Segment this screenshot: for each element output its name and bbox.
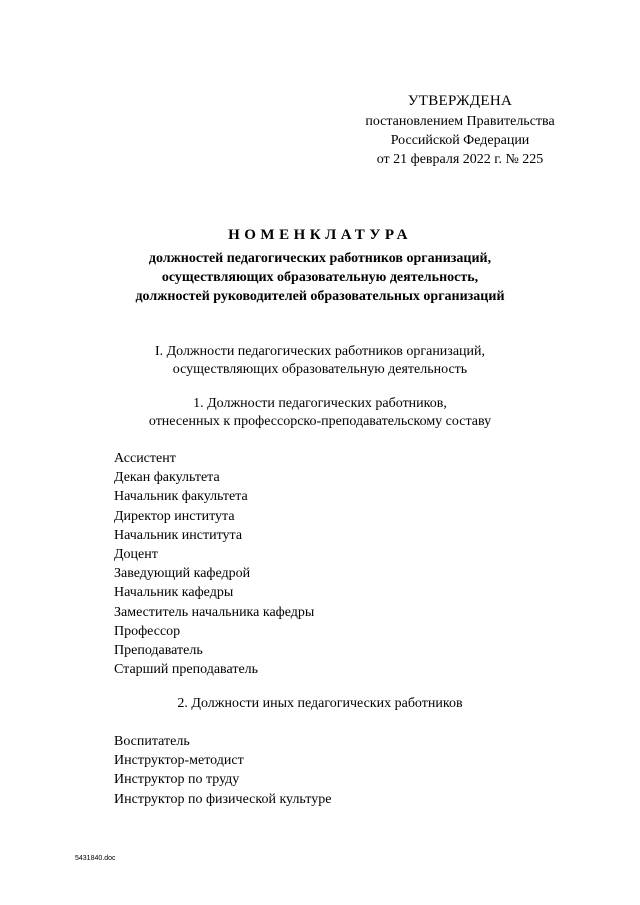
subtitle-line: должностей педагогических работников организаций,	[148, 251, 492, 266]
list-item: Доцент	[114, 546, 158, 562]
list-item: Заведующий кафедрой	[114, 566, 251, 582]
list-item: Инструктор по физической культуре	[114, 791, 332, 807]
subsection-heading-line: 1. Должности педагогических работников,	[193, 396, 447, 411]
file-name-footer: 5431840.doc	[75, 855, 116, 862]
approval-heading: УТВЕРЖДЕНА	[407, 93, 513, 109]
list-item: Старший преподаватель	[114, 662, 259, 678]
subtitle-line: должностей руководителей образовательных организаций	[135, 289, 505, 304]
list-item: Воспитатель	[114, 734, 190, 749]
list-item: Инструктор по труду	[114, 772, 240, 788]
document-title: НОМЕНКЛАТУРА	[228, 227, 412, 243]
subsection-2-heading: 2. Должности иных педагогических работников	[177, 696, 463, 711]
list-item: Начальник института	[114, 527, 243, 543]
approval-line: постановлением Правительства	[365, 114, 555, 129]
section-heading-line: осуществляющих образовательную деятельность	[172, 362, 468, 377]
approval-line: Российской Федерации	[390, 133, 530, 148]
list-item: Преподаватель	[114, 642, 203, 658]
list-item: Профессор	[114, 623, 181, 639]
list-item: Ассистент	[114, 451, 176, 466]
approval-line: от 21 февраля 2022 г. № 225	[376, 152, 544, 167]
section-heading-line: I. Должности педагогических работников организаций,	[154, 344, 486, 359]
subsection-heading-line: отнесенных к профессорско-преподавательскому составу	[148, 414, 492, 429]
document-subtitle	[90, 249, 550, 306]
subtitle-line: осуществляющих образовательную деятельность,	[161, 270, 479, 285]
section-1-heading	[90, 343, 550, 379]
list-item: Начальник кафедры	[114, 585, 234, 601]
list-item: Директор института	[114, 508, 235, 524]
subsection-1-positions-list	[114, 449, 314, 679]
subsection-1-heading	[90, 395, 550, 431]
subsection-2-positions-list	[114, 732, 331, 809]
list-item: Начальник факультета	[114, 489, 248, 505]
approval-block	[340, 92, 580, 169]
list-item: Инструктор-методист	[114, 753, 244, 769]
list-item: Декан факультета	[114, 470, 220, 486]
list-item: Заместитель начальника кафедры	[114, 604, 315, 620]
